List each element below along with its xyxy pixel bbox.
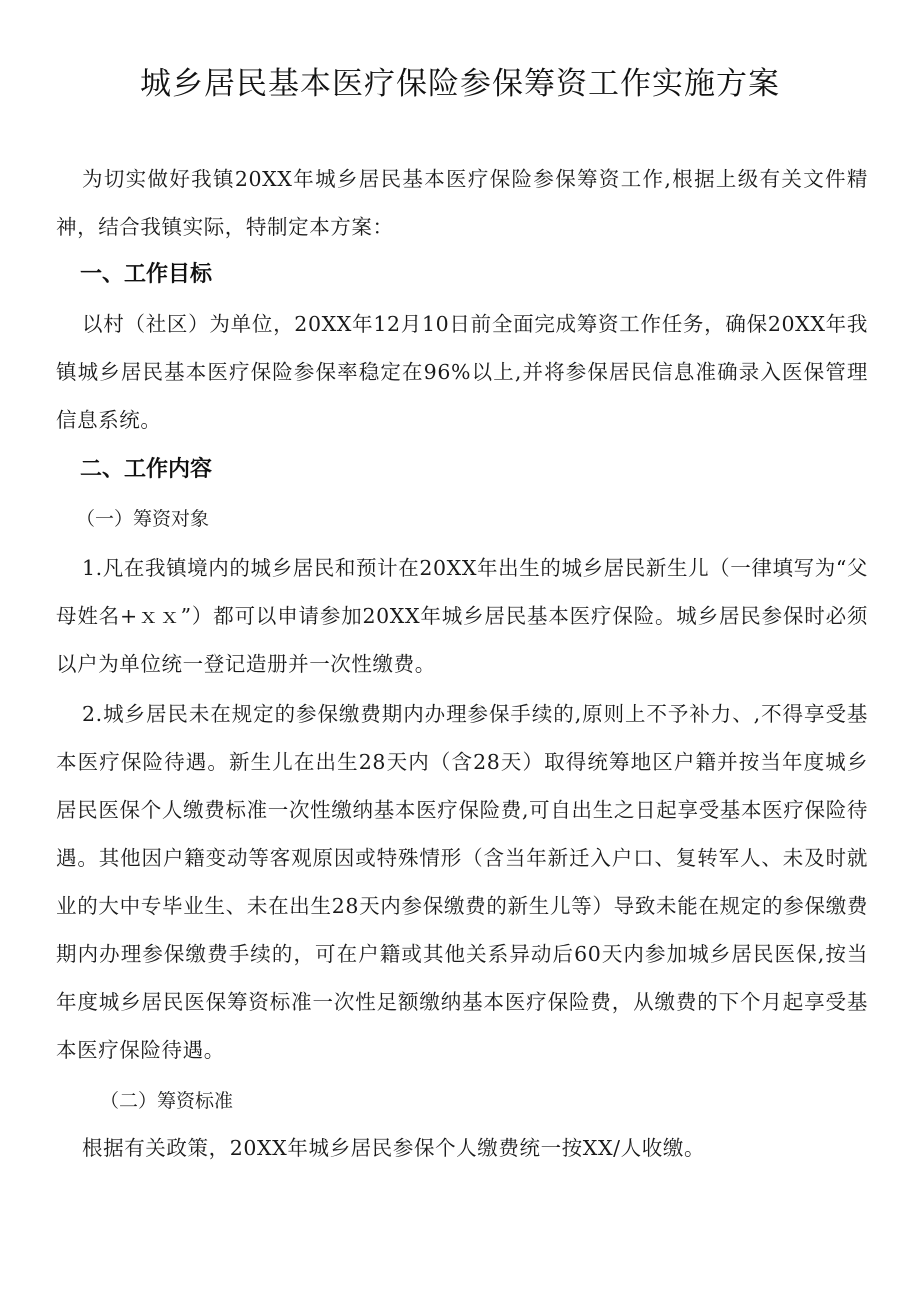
subheading-funding-targets: （一）筹资对象 [76,508,210,530]
intro-paragraph: 为切实做好我镇20XX年城乡居民基本医疗保险参保筹资工作,根据上级有关文件精神，结合我镇实际，特制定本方案： [56,167,868,239]
document-title: 城乡居民基本医疗保险参保筹资工作实施方案 [140,66,780,102]
goals-paragraph: 以村（社区）为单位，20XX年12月10日前全面完成筹资工作任务，确保20XX年我镇城乡居民基本医疗保险参保率稳定在96%以上,并将参保居民信息准确录入医保管理信息系统。 [56,312,868,432]
section-heading-goals: 一、工作目标 [80,262,213,287]
item-2-paragraph: 2.城乡居民未在规定的参保缴费期内办理参保手续的,原则上不予补力、,不得享受基本医疗保险待遇。新生儿在出生28天内（含28天）取得统筹地区户籍并按当年度城乡居民医保个人缴费标准一次性缴纳基本医疗保险费,可自出生之日起享受基本医疗保险待遇。其他因户籍变动等客观原因或特殊情形（含当年新迁入户口、复转军人、未及时就业的大中专毕业生、未在出生28天内参保缴费的新生儿等）导致未能在规定的参保缴费期内办理参保缴费手续的，可在户籍或其他关系异动后60天内参加城乡居民医保,按当年度城乡居民医保筹资标准一次性足额缴纳基本医疗保险费，从缴费的下个月起享受基本医疗保险待遇。 [56,702,868,1062]
item-1-paragraph: 1.凡在我镇境内的城乡居民和预计在20XX年出生的城乡居民新生儿（一律填写为“父母姓名+ｘｘ”）都可以申请参加20XX年城乡居民基本医疗保险。城乡居民参保时必须以户为单位统一登记造册并一次性缴费。 [56,556,868,676]
section-heading-content: 二、工作内容 [80,457,213,482]
standard-paragraph: 根据有关政策，20XX年城乡居民参保个人缴费统一按XX/人收缴。 [82,1136,706,1160]
subheading-funding-standard: （二）筹资标准 [100,1090,234,1112]
